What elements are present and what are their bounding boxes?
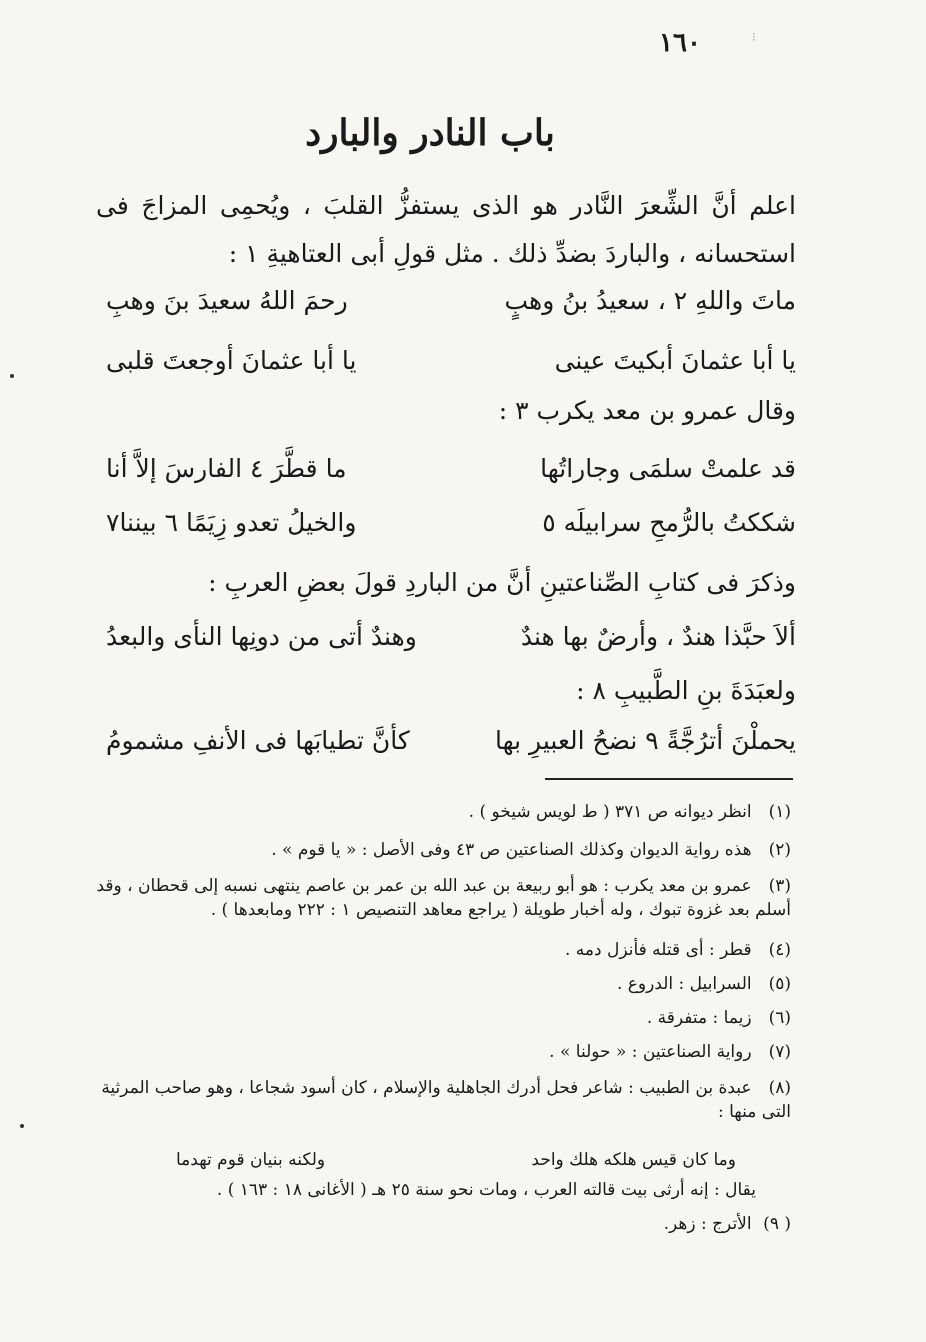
verse-hemistich-second: وهندٌ أتى من دونِها النأى والبعدُ (106, 622, 417, 651)
footnote-6 (81, 1006, 791, 1030)
chapter-title: باب النادر والبارد (305, 112, 555, 154)
verse-hemistich-second: والخيلُ تعدو زِيَمًا ٦ بيننا٧ (106, 508, 357, 537)
footnote-5 (81, 972, 791, 996)
footnote-8 (81, 1076, 791, 1124)
verse-hemistich-second: ولكنه بنيان قوم تهدما (176, 1150, 326, 1170)
verse-hemistich-first: يحملْنَ أترُجَّةً ٩ نضحُ العبيرِ بها (495, 726, 796, 755)
intro-line-abda: ولعبَدَةَ بنِ الطَّبيبِ ٨ : (576, 676, 796, 705)
intro-line-amr: وقال عمرو بن معد يكرب ٣ : (498, 396, 796, 425)
verse-hemistich-first: قد علمتْ سلمَى وجاراتُها (540, 454, 796, 483)
verse-3 (106, 454, 796, 500)
footnote-text: زيما : متفرقة . (646, 1008, 752, 1028)
verse-hemistich-second: ما قطَّرَ ٤ الفارسَ إلاَّ أنا (106, 454, 347, 483)
footnote-4 (81, 938, 791, 962)
footnote-2 (81, 838, 791, 862)
footnote-text: عبدة بن الطبيب : شاعر فحل أدرك الجاهلية والإسلام ، كان أسود شجاعا ، وهو صاحب المرثية التى منها : (101, 1078, 791, 1122)
footnote-separator (545, 778, 793, 780)
footnote-7 (81, 1040, 791, 1064)
footnote-8-verse (176, 1148, 736, 1172)
verse-hemistich-second: رحمَ اللهُ سعيدَ بنَ وهبِ (106, 286, 348, 315)
footnote-number: (٢) (768, 840, 791, 860)
scan-speck (20, 1124, 24, 1128)
verse-1 (106, 286, 796, 332)
verse-hemistich-first: يا أبا عثمانَ أبكيتَ عينى (554, 346, 796, 375)
intro-paragraph: اعلم أنَّ الشِّعرَ النَّادر هو الذى يستفزُّ القلبَ ، ويُحمِى المزاجَ فى استحسانه ، والباردَ بضدِّ ذلك . مثل قولِ أبى العتاهيةِ ١ : (96, 191, 796, 268)
scan-mark: ⁝ (752, 30, 756, 44)
footnote-number: ( ٩) (763, 1214, 791, 1234)
page-number: ١٦٠ (659, 28, 701, 58)
footnote-number: (٦) (768, 1008, 791, 1028)
footnote-8-tail: يقال : إنه أرثى بيت قالته العرب ، ومات نحو سنة ٢٥ هـ ( الأغانى ١٨ : ١٦٣ ) . (216, 1180, 756, 1200)
footnote-text: انظر ديوانه ص ٣٧١ ( ط لويس شيخو ) . (468, 802, 752, 822)
verse-hemistich-second: يا أبا عثمانَ أوجعتَ قلبى (106, 346, 357, 375)
scan-speck (10, 374, 14, 378)
footnote-text: قطر : أى قتله فأنزل دمه . (565, 940, 752, 960)
footnote-number: (٤) (768, 940, 791, 960)
footnote-text: السرابيل : الدروع . (616, 974, 752, 994)
footnote-1 (81, 800, 791, 824)
footnote-text: عمرو بن معد يكرب : هو أبو ربيعة بن عبد الله بن عمر بن عاصم ينتهى نسبه إلى قحطان ، وقد أسلم بعد غزوة تبوك ، وله أخبار طويلة ( يراجع معاهد التنصيص ١ : ٢٢٢ ومابعدها ) . (96, 876, 791, 920)
footnote-text: الأترج : زهر. (663, 1214, 752, 1234)
verse-5 (106, 622, 796, 668)
footnote-text: رواية الصناعتين : « حولنا » . (549, 1042, 752, 1062)
verse-hemistich-first: شككتُ بالرُّمحِ سرابيلَه ٥ (542, 508, 796, 537)
verse-6 (106, 726, 796, 772)
intro-line-sinaatayn: وذكرَ فى كتابِ الصِّناعتينِ أنَّ من الباردِ قولَ بعضِ العربِ : (208, 568, 796, 597)
footnote-number: (٨) (768, 1078, 791, 1098)
verse-hemistich-first: ماتَ واللهِ ٢ ، سعيدُ بنُ وهبٍ (504, 286, 796, 315)
footnote-3 (81, 874, 791, 922)
verse-hemistich-first: وما كان قيس هلكه هلك واحد (531, 1150, 736, 1170)
footnote-number: (٣) (768, 876, 791, 896)
footnote-9 (81, 1212, 791, 1236)
verse-4 (106, 508, 796, 554)
footnote-number: (٧) (768, 1042, 791, 1062)
footnote-number: (٥) (768, 974, 791, 994)
footnote-number: (١) (768, 802, 791, 822)
verse-2 (106, 346, 796, 392)
verse-hemistich-first: ألاَ حبَّذا هندٌ ، وأرضٌ بها هندٌ (520, 622, 796, 651)
verse-hemistich-second: كأنَّ تطيابَها فى الأنفِ مشمومُ (106, 726, 410, 755)
footnote-text: هذه رواية الديوان وكذلك الصناعتين ص ٤٣ وفى الأصل : « يا قوم » . (271, 840, 752, 860)
